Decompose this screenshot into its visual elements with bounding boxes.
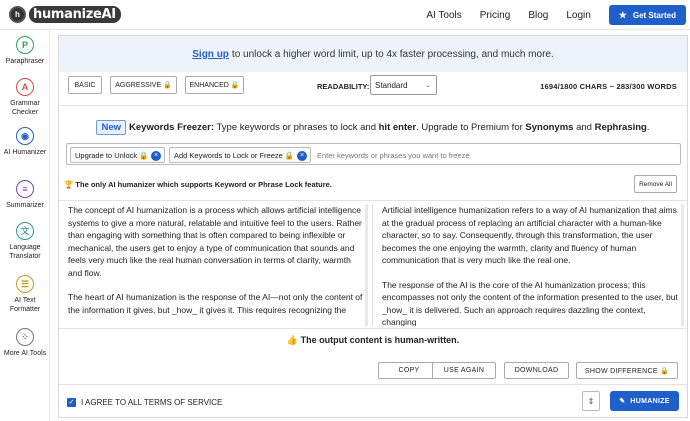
char-word-count: 1694/1800 CHARS ~ 283/300 WORDS — [540, 82, 677, 91]
freezer-text-bold: Rephrasing — [594, 122, 647, 133]
sidebar-item-label: Language Translator — [9, 244, 41, 260]
nav-blog[interactable]: Blog — [528, 9, 549, 21]
sidebar-item-label: Paraphraser — [5, 58, 45, 65]
sidebar-item-summarizer[interactable] — [0, 180, 50, 210]
logo-mark-icon: h — [9, 6, 26, 23]
translator-icon: 文 — [16, 222, 34, 240]
signup-link[interactable]: Sign up — [192, 48, 229, 60]
mode-aggressive-button[interactable]: AGGRESSIVE 🔒 — [110, 76, 177, 94]
keywords-freezer-heading — [59, 120, 687, 135]
grammar-icon: A — [16, 78, 34, 96]
humanize-label: HUMANIZE — [630, 397, 670, 405]
signup-banner — [59, 36, 687, 72]
sidebar-item-label: Grammar Checker — [10, 100, 40, 116]
freezer-text-bold: hit enter — [378, 122, 417, 133]
upgrade-chip[interactable] — [70, 147, 165, 163]
freezer-text-bold: Synonyms — [525, 122, 574, 133]
sidebar-item-grammar-checker[interactable] — [0, 78, 50, 117]
remove-all-button[interactable]: Remove All — [634, 175, 677, 193]
sidebar-item-label: Summarizer — [6, 202, 44, 209]
close-icon[interactable]: × — [297, 151, 307, 161]
nav-ai-tools[interactable]: AI Tools — [426, 9, 462, 21]
chip-label: Add Keywords to Lock or Freeze 🔒 — [174, 150, 295, 160]
terms-label: I AGREE TO ALL TERMS OF SERVICE — [81, 398, 223, 407]
top-navbar — [0, 0, 690, 30]
brand-logo[interactable] — [9, 6, 121, 23]
mode-enhanced-button[interactable]: ENHANCED 🔒 — [185, 76, 244, 94]
humanizer-icon: ◉ — [16, 127, 34, 145]
checkmark-icon[interactable]: ✓ — [68, 399, 75, 406]
formatter-icon: ☰ — [16, 275, 34, 293]
banner-text: to unlock a higher word limit, up to 4x faster processing, and much more. — [231, 48, 554, 60]
divider — [59, 384, 687, 385]
sidebar-item-more-ai-tools[interactable] — [0, 328, 50, 358]
pane-divider — [372, 204, 373, 326]
logo-text: humanizeAI — [29, 6, 121, 23]
sidebar-item-ai-text-formatter[interactable] — [0, 275, 50, 314]
sidebar-item-label: AI Text Formatter — [9, 297, 41, 313]
freezer-text: and — [573, 122, 595, 133]
input-text-area[interactable] — [68, 204, 364, 326]
copy-button[interactable]: COPY — [378, 362, 440, 379]
use-again-button[interactable]: USE AGAIN — [432, 362, 496, 379]
new-badge: New — [96, 120, 126, 135]
sidebar-item-language-translator[interactable] — [0, 222, 50, 261]
sidebar-item-ai-humanizer[interactable] — [0, 127, 50, 157]
divider — [59, 328, 687, 329]
input-scrollbar[interactable] — [365, 204, 368, 326]
tools-sidebar — [0, 30, 50, 421]
divider — [59, 105, 687, 106]
sort-icon[interactable]: ⇕ — [582, 391, 600, 411]
chevron-down-icon: ⌄ — [425, 82, 431, 89]
input-paragraph: The heart of AI humanization is the response of the AI—not only the content of the information it gives, but _how_ it gives it. This requires recognizing the — [68, 292, 363, 315]
show-difference-button[interactable]: SHOW DIFFERENCE 🔒 — [576, 362, 678, 379]
keyword-input[interactable] — [317, 147, 672, 163]
chip-label: Upgrade to Unlock 🔒 — [75, 150, 149, 160]
paraphrase-icon: P — [16, 36, 34, 54]
output-text-area[interactable] — [382, 204, 678, 326]
summarizer-icon: ≡ — [16, 180, 34, 198]
readability-value: Standard — [375, 80, 408, 90]
keywords-input-box[interactable] — [66, 143, 681, 165]
sidebar-item-label: AI Humanizer — [3, 149, 47, 156]
input-paragraph: The concept of AI humanization is a process which allows artificial intelligence systems to give a more natural, relatable and intuitive feel to the users. Rather than engaging with something that is often compared to being inflexible or mechanical, the users get to enjoy a type of communication that sounds and feels very much like the real human conversation in terms of clarity, warmth and flow. — [68, 205, 362, 278]
terms-agreement[interactable] — [67, 398, 222, 407]
nav-pricing[interactable]: Pricing — [479, 9, 511, 21]
mode-basic-button[interactable]: BASIC — [68, 76, 102, 94]
freezer-title: Keywords Freezer: — [129, 122, 215, 133]
output-paragraph: The response of the AI is the core of the AI humanization process; this encompasses not only the content of the information presented to the user, but _how_ it is delivered. Such an approach requires dazzling the context, changing — [382, 279, 678, 326]
wand-icon: ✎ — [619, 398, 626, 405]
humanizer-panel — [58, 35, 688, 418]
nav-menu — [426, 0, 690, 30]
freezer-text: . Upgrade to Premium for — [416, 122, 526, 133]
lock-feature-note: 🏆 The only AI humanizer which supports Keyword or Phrase Lock feature. — [64, 180, 332, 189]
close-icon[interactable]: × — [151, 151, 161, 161]
output-paragraph: Artificial intelligence humanization refers to a way of AI humanization that aims at the gradual process of replacing an artificial character with a human-like character, so to say. Consequently, through this transformation, the user becomes the one enjoying the warmth, clarity and fluency of human communication that is very much like the real one. — [382, 205, 677, 265]
add-keywords-chip[interactable] — [169, 147, 311, 163]
star-icon: ★ — [618, 9, 627, 20]
sidebar-item-label: More AI Tools — [3, 350, 47, 357]
freezer-text: Type keywords or phrases to lock and — [214, 122, 379, 133]
get-started-button[interactable] — [609, 5, 686, 25]
get-started-label: Get Started — [632, 10, 676, 20]
humanize-button[interactable] — [610, 391, 679, 411]
sidebar-item-paraphraser[interactable] — [0, 36, 50, 66]
more-tools-icon: ⁘ — [16, 328, 34, 346]
readability-label: READABILITY: — [317, 82, 370, 91]
divider — [59, 200, 687, 201]
output-scrollbar[interactable] — [681, 204, 684, 326]
download-button[interactable]: DOWNLOAD — [504, 362, 569, 379]
nav-login[interactable]: Login — [566, 9, 591, 21]
output-status: 👍 The output content is human-written. — [286, 335, 460, 345]
readability-select[interactable] — [370, 75, 437, 95]
freezer-text: . — [646, 122, 650, 133]
